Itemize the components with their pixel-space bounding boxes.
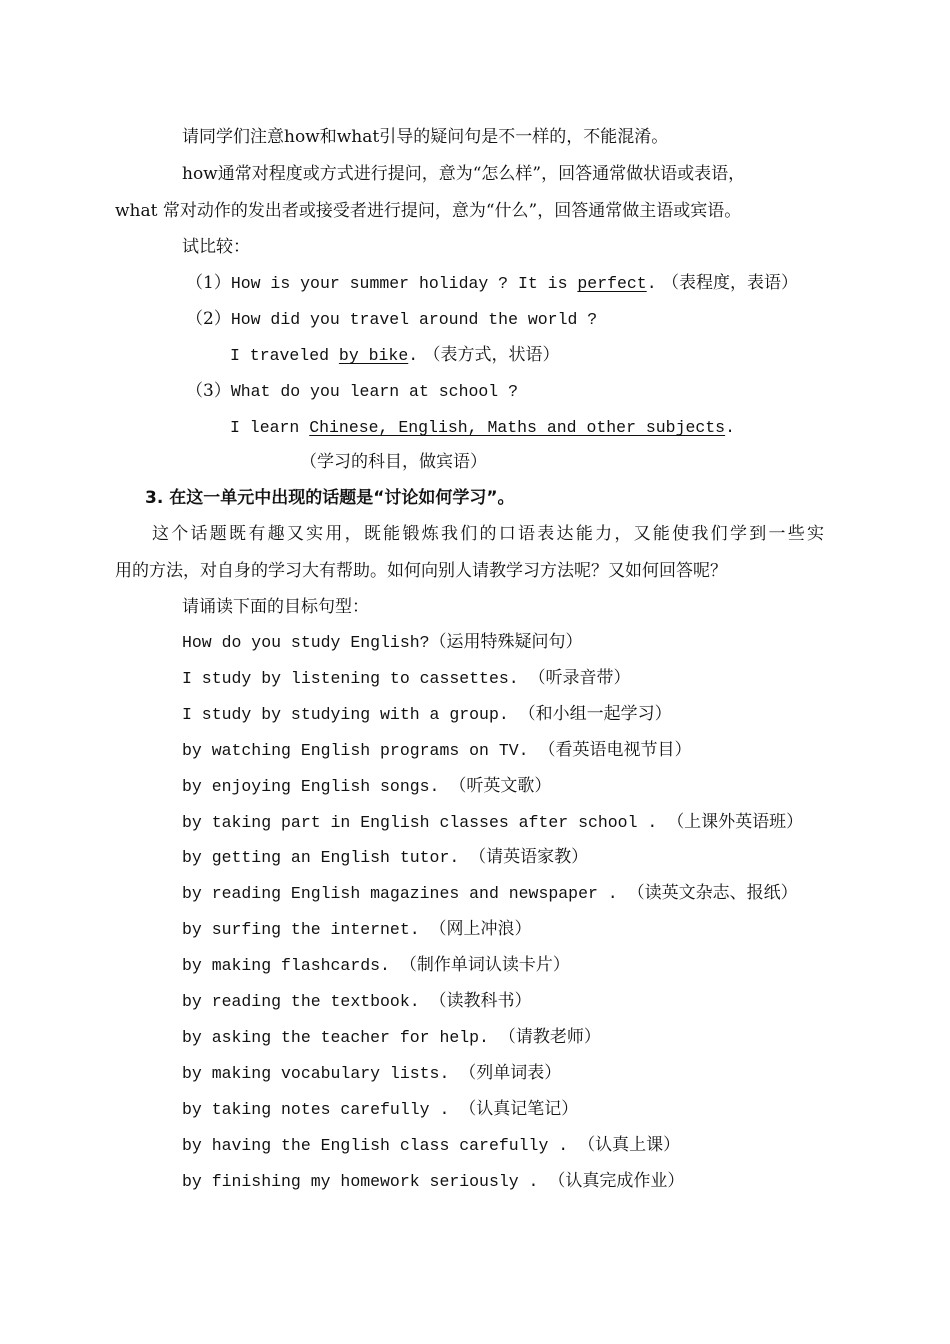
target-sentence [182, 1062, 561, 1085]
sentence-english: How do you study English? [182, 633, 430, 652]
section-heading: 3. 在这一单元中出现的话题是“讨论如何学习”。 [145, 488, 515, 508]
sentence-chinese-note: （请英语家教） [469, 847, 589, 867]
example-period: . [646, 274, 657, 293]
example-answer-prefix: I learn [230, 418, 310, 437]
example-question: What do you learn at school ? [230, 382, 518, 401]
sentence-english: by surfing the internet. [182, 920, 430, 939]
target-sentence [182, 882, 798, 905]
example-answer-underlined: Chinese, English, Maths and other subjects [309, 418, 726, 437]
sentence-english: by getting an English tutor. [182, 848, 470, 867]
topic-paragraph-line-2: 用的方法，对自身的学习大有帮助。如何向别人请教学习方法呢？又如何回答呢？ [115, 561, 727, 581]
sentence-chinese-note: （网上冲浪） [429, 919, 532, 939]
sentence-english: by reading the textbook. [182, 992, 430, 1011]
target-sentence [182, 990, 532, 1013]
sentence-english: by taking notes carefully . [182, 1100, 460, 1119]
sentence-english: by enjoying English songs. [182, 777, 450, 796]
example-question: How is your summer holiday ? It is [230, 274, 578, 293]
target-sentence [182, 1134, 680, 1157]
sentence-chinese-note: （制作单词认读卡片） [399, 955, 570, 975]
sentence-english: by finishing my homework seriously . [182, 1172, 549, 1191]
how-explanation-line-1: how通常对程度或方式进行提问，意为“怎么样”，回答通常做状语或表语， [182, 164, 746, 184]
example-answer-prefix: I traveled [230, 346, 339, 365]
example-1 [186, 272, 798, 295]
sentence-chinese-note: （认真完成作业） [548, 1171, 685, 1191]
sentence-chinese-note: （上课外英语班） [667, 812, 804, 832]
example-2-question [186, 308, 597, 331]
example-3-question [186, 380, 518, 403]
sentence-english: by reading English magazines and newspaper . [182, 884, 628, 903]
target-sentence [182, 703, 672, 726]
target-sentence [182, 739, 691, 762]
sentence-chinese-note: （请教老师） [498, 1027, 601, 1047]
sentence-chinese-note: （认真记笔记） [459, 1099, 579, 1119]
target-sentence [182, 1026, 601, 1049]
target-sentence [182, 775, 551, 798]
target-sentence [182, 1098, 578, 1121]
target-sentence [182, 631, 583, 654]
target-sentence [182, 1170, 684, 1193]
target-sentence [182, 918, 532, 941]
sentence-chinese-note: （运用特殊疑问句） [429, 632, 583, 652]
what-explanation-line-2: what 常对动作的发出者或接受者进行提问，意为“什么”，回答通常做主语或宾语。 [115, 201, 742, 221]
sentence-chinese-note: （听录音带） [528, 668, 631, 688]
sentence-chinese-note: （列单词表） [459, 1063, 562, 1083]
sentence-chinese-note: （和小组一起学习） [518, 704, 672, 724]
sentence-english: by asking the teacher for help. [182, 1028, 499, 1047]
target-sentence [182, 846, 588, 869]
compare-label: 试比较： [182, 237, 250, 257]
example-answer-underlined: by bike [338, 346, 409, 365]
sentence-english: I study by listening to cassettes. [182, 669, 529, 688]
sentence-english: by making vocabulary lists. [182, 1064, 460, 1083]
sentence-english: by taking part in English classes after school . [182, 813, 668, 832]
example-period: . [725, 418, 735, 437]
example-number: （3） [186, 381, 231, 401]
sentence-chinese-note: （看英语电视节目） [538, 740, 692, 760]
example-3-note: （学习的科目，做宾语） [300, 452, 487, 472]
example-number: （1） [186, 273, 231, 293]
topic-paragraph-line-1: 这个话题既有趣又实用，既能锻炼我们的口语表达能力，又能使我们学到一些实 [152, 524, 824, 544]
sentence-english: by making flashcards. [182, 956, 400, 975]
sentence-chinese-note: （读英文杂志、报纸） [627, 883, 798, 903]
sentence-chinese-note: （听英文歌） [449, 776, 552, 796]
sentence-chinese-note: （认真上课） [578, 1135, 681, 1155]
example-number: （2） [186, 309, 231, 329]
example-note: （表程度，表语） [662, 273, 799, 293]
target-sentence [182, 954, 570, 977]
target-sentence [182, 667, 631, 690]
example-answer-underlined: perfect [577, 274, 647, 293]
example-question: How did you travel around the world ? [230, 310, 598, 329]
example-note: （表方式，状语） [423, 345, 560, 365]
sentence-chinese-note: （读教科书） [429, 991, 532, 1011]
example-3-answer [230, 416, 735, 439]
recite-label: 请诵读下面的目标句型： [182, 597, 369, 617]
example-2-answer [230, 344, 560, 367]
sentence-english: by watching English programs on TV. [182, 741, 539, 760]
example-period: . [408, 346, 419, 365]
intro-paragraph: 请同学们注意how和what引导的疑问句是不一样的，不能混淆。 [182, 127, 669, 147]
target-sentence [182, 811, 803, 834]
sentence-english: I study by studying with a group. [182, 705, 519, 724]
sentence-english: by having the English class carefully . [182, 1136, 579, 1155]
